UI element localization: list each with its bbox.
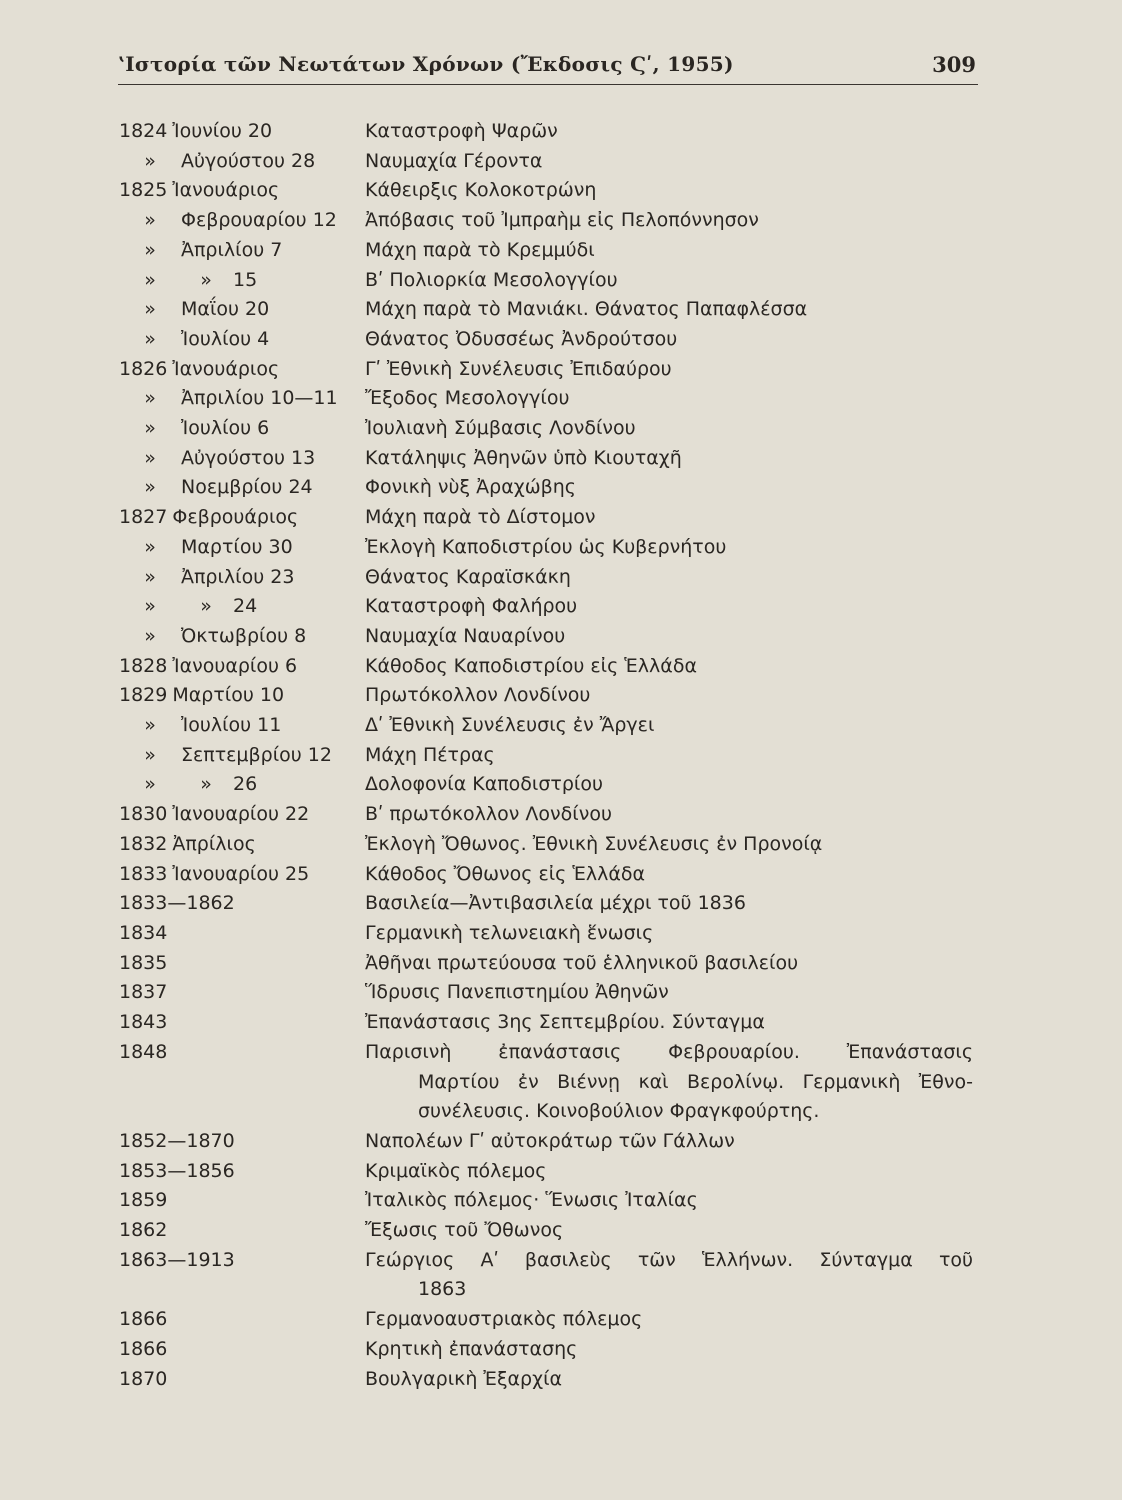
entry-day: Ἰανουάριος xyxy=(172,179,280,202)
entry-event-text: Γερμανικὴ τελωνειακὴ ἕνωσις xyxy=(365,921,654,944)
ditto-mark: » xyxy=(144,298,156,321)
entry-event-text: Βασιλεία—Ἀντιβασιλεία μέχρι τοῦ 1836 xyxy=(365,892,746,915)
chronology-entry xyxy=(119,473,981,503)
entry-date xyxy=(119,266,365,296)
entry-event-text: Βʹ πρωτόκολλον Λονδίνου xyxy=(365,803,612,826)
chronology-entry xyxy=(119,949,981,979)
chronology-entry xyxy=(119,355,981,385)
page-header xyxy=(118,52,978,86)
entry-year: 1852—1870 xyxy=(119,1129,235,1152)
entry-date xyxy=(119,355,365,385)
entry-event-text: Δʹ Ἐθνικὴ Συνέλευσις ἐν Ἄργει xyxy=(365,714,655,737)
entry-event xyxy=(365,889,981,919)
entry-event xyxy=(365,860,981,890)
entry-day: Ἰανουαρίου 22 xyxy=(172,803,310,826)
entry-year: 1824 xyxy=(119,120,168,142)
entry-event-text: Γερμανοαυστριακὸς πόλεμος xyxy=(365,1308,643,1331)
entry-event-text: Ἰουλιανὴ Σύμβασις Λονδίνου xyxy=(365,417,636,440)
entry-event-text: Κάθοδος Καποδιστρίου εἰς Ἑλλάδα xyxy=(365,654,697,677)
entry-date xyxy=(119,236,365,266)
ditto-mark: » xyxy=(144,417,156,440)
chronology-entry xyxy=(119,206,981,236)
chronology-entry xyxy=(119,1365,981,1395)
chronology-entry xyxy=(119,295,981,325)
entry-event xyxy=(365,1038,973,1127)
chronology-entry xyxy=(119,503,981,533)
entry-date xyxy=(119,1246,365,1305)
entry-day: Νοεμβρίου 24 xyxy=(181,476,313,499)
entry-year: 1859 xyxy=(119,1189,168,1212)
entry-year: 1825 xyxy=(119,179,168,202)
entry-event-text: Καταστροφὴ Φαλήρου xyxy=(365,595,578,618)
entry-date xyxy=(119,473,365,503)
chronology-entry xyxy=(119,384,981,414)
entry-year: 1835 xyxy=(119,951,168,974)
entry-date xyxy=(119,860,365,890)
entry-event xyxy=(365,622,981,652)
entry-event xyxy=(365,117,981,147)
entry-day: Ἀπρίλιος xyxy=(172,832,256,855)
entry-day: Ἰανουαρίου 25 xyxy=(172,862,310,885)
ditto-mark: » xyxy=(144,268,156,291)
entry-event-text: Φονικὴ νὺξ Ἀραχώβης xyxy=(365,476,576,499)
entry-date xyxy=(119,563,365,593)
ditto-mark: » xyxy=(144,743,156,766)
chronology-list xyxy=(119,117,981,1394)
entry-event xyxy=(365,1365,981,1395)
ditto-mark: » xyxy=(144,149,156,172)
ditto-mark: » xyxy=(144,714,156,737)
entry-event-text: Κριμαϊκὸς πόλεμος xyxy=(365,1159,547,1182)
entry-date xyxy=(119,533,365,563)
entry-event-text: Ἔξοδος Μεσολογγίου xyxy=(365,387,570,410)
entry-event xyxy=(365,236,981,266)
entry-year: 1837 xyxy=(119,981,168,1004)
entry-date xyxy=(119,978,365,1008)
entry-date xyxy=(119,1305,365,1335)
entry-year: 1828 xyxy=(119,654,168,677)
chronology-entry xyxy=(119,1008,981,1038)
chronology-entry xyxy=(119,978,981,1008)
entry-event-text: Ναπολέων Γʹ αὐτοκράτωρ τῶν Γάλλων xyxy=(365,1129,735,1152)
entry-event-text: Γεώργιος Αʹ βασιλεὺς τῶν Ἑλλήνων. Σύνταγμα τοῦ xyxy=(365,1248,973,1271)
chronology-entry xyxy=(119,563,981,593)
entry-day: Ὀκτωβρίου 8 xyxy=(181,624,307,647)
entry-date xyxy=(119,384,365,414)
entry-date xyxy=(119,741,365,771)
entry-date xyxy=(119,325,365,355)
entry-day: Ἰουλίου 6 xyxy=(181,417,270,440)
ditto-mark: » xyxy=(144,327,156,350)
chronology-entry xyxy=(119,1305,981,1335)
entry-year: 1863—1913 xyxy=(119,1248,235,1271)
entry-day: 24 xyxy=(233,595,258,618)
entry-date xyxy=(119,295,365,325)
ditto-mark: » xyxy=(144,773,156,796)
entry-event xyxy=(365,533,981,563)
entry-year: 1866 xyxy=(119,1308,168,1331)
entry-date xyxy=(119,176,365,206)
entry-event-text: Ἀθῆναι πρωτεύουσα τοῦ ἑλληνικοῦ βασιλείου xyxy=(365,951,799,974)
entry-date xyxy=(119,652,365,682)
entry-event xyxy=(365,266,981,296)
entry-day: Αὐγούστου 28 xyxy=(181,149,316,172)
chronology-entry xyxy=(119,1186,981,1216)
entry-day: Ἰανουαρίου 6 xyxy=(172,654,298,677)
entry-event-text: Δολοφονία Καποδιστρίου xyxy=(365,773,603,796)
entry-event-text: Ἔξωσις τοῦ Ὄθωνος xyxy=(365,1219,564,1242)
entry-day: Σεπτεμβρίου 12 xyxy=(181,743,332,766)
chronology-entry xyxy=(119,117,981,147)
entry-event-text: Μάχη Πέτρας xyxy=(365,743,495,766)
entry-event-continuation: 1863 xyxy=(418,1278,467,1301)
entry-day: Φεβρουαρίου 12 xyxy=(181,209,337,232)
entry-date xyxy=(119,711,365,741)
entry-event-text: Κρητικὴ ἐπανάστασης xyxy=(365,1337,578,1360)
entry-event xyxy=(365,681,981,711)
chronology-entry xyxy=(119,711,981,741)
entry-event-text: Κάθειρξις Κολοκοτρώνη xyxy=(365,179,597,202)
entry-date xyxy=(119,800,365,830)
entry-year: 1853—1856 xyxy=(119,1159,235,1182)
entry-event-text: Μάχη παρὰ τὸ Κρεμμύδι xyxy=(365,238,595,261)
entry-event-text: Ἰταλικὸς πόλεμος· Ἕνωσις Ἰταλίας xyxy=(365,1189,698,1212)
entry-event-text: Ἵδρυσις Πανεπιστημίου Ἀθηνῶν xyxy=(365,981,669,1004)
entry-day: Μαρτίου 30 xyxy=(181,535,293,558)
entry-year: 1862 xyxy=(119,1219,168,1242)
chronology-entry xyxy=(119,444,981,474)
entry-date xyxy=(119,1335,365,1365)
ditto-mark: » xyxy=(200,773,212,796)
chronology-entry xyxy=(119,830,981,860)
chronology-entry xyxy=(119,147,981,177)
entry-date xyxy=(119,1008,365,1038)
entry-event xyxy=(365,384,981,414)
ditto-mark: » xyxy=(144,387,156,410)
entry-date xyxy=(119,1216,365,1246)
entry-event xyxy=(365,978,981,1008)
entry-date xyxy=(119,622,365,652)
page-number: 309 xyxy=(932,52,976,77)
entry-date xyxy=(119,206,365,236)
entry-event-text: Ἀπόβασις τοῦ Ἰμπραὴμ εἰς Πελοπόννησον xyxy=(365,209,759,232)
entry-event xyxy=(365,711,981,741)
entry-event-text: Ἐκλογὴ Καποδιστρίου ὡς Κυβερνήτου xyxy=(365,535,727,558)
entry-event xyxy=(365,800,981,830)
entry-event-text: Ναυμαχία Ναυαρίνου xyxy=(365,624,566,647)
header-rule xyxy=(118,84,978,85)
chronology-entry xyxy=(119,176,981,206)
chronology-entry xyxy=(119,681,981,711)
entry-date xyxy=(119,1127,365,1157)
entry-day: Ἰουλίου 11 xyxy=(181,714,282,737)
ditto-mark: » xyxy=(144,565,156,588)
entry-day: Ἰουλίου 4 xyxy=(181,327,270,350)
entry-year: 1830 xyxy=(119,803,168,826)
entry-date xyxy=(119,770,365,800)
entry-date xyxy=(119,147,365,177)
entry-date xyxy=(119,117,365,147)
chronology-entry xyxy=(119,1038,981,1127)
entry-day: Ἰανουάριος xyxy=(172,357,280,380)
entry-day: Ἀπριλίου 7 xyxy=(181,238,283,261)
chronology-entry xyxy=(119,919,981,949)
chronology-entry xyxy=(119,414,981,444)
entry-event xyxy=(365,741,981,771)
entry-event-text: Ναυμαχία Γέροντα xyxy=(365,149,543,172)
entry-day: 26 xyxy=(233,773,258,796)
entry-year: 1827 xyxy=(119,506,168,529)
entry-date xyxy=(119,889,365,919)
entry-event xyxy=(365,1157,981,1187)
entry-event xyxy=(365,206,981,236)
entry-year: 1833—1862 xyxy=(119,892,235,915)
ditto-mark: » xyxy=(144,238,156,261)
entry-event-text: Ἐκλογὴ Ὄθωνος. Ἐθνικὴ Συνέλευσις ἐν Προνοίᾳ xyxy=(365,832,823,855)
ditto-mark: » xyxy=(144,476,156,499)
entry-event-text: Θάνατος Καραϊσκάκη xyxy=(365,565,571,588)
chronology-entry xyxy=(119,741,981,771)
ditto-mark: » xyxy=(144,624,156,647)
entry-year: 1833 xyxy=(119,862,168,885)
chronology-entry xyxy=(119,1157,981,1187)
entry-event-text: Θάνατος Ὀδυσσέως Ἀνδρούτσου xyxy=(365,327,678,350)
chronology-entry xyxy=(119,889,981,919)
entry-event-text: Μάχη παρὰ τὸ Μανιάκι. Θάνατος Παπαφλέσσα xyxy=(365,298,808,321)
entry-date xyxy=(119,681,365,711)
entry-event xyxy=(365,1246,973,1305)
entry-event xyxy=(365,176,981,206)
entry-event xyxy=(365,444,981,474)
entry-event-continuation: Μαρτίου ἐν Βιέννῃ καὶ Βερολίνῳ. Γερμανικὴ Ἐθνο- xyxy=(418,1070,973,1093)
entry-day: Μαρτίου 10 xyxy=(172,684,285,707)
entry-day: Φεβρουάριος xyxy=(172,506,299,529)
chronology-entry xyxy=(119,652,981,682)
entry-event xyxy=(365,770,981,800)
ditto-mark: » xyxy=(144,535,156,558)
entry-event xyxy=(365,295,981,325)
entry-event xyxy=(365,1127,981,1157)
entry-event xyxy=(365,652,981,682)
ditto-mark: » xyxy=(200,595,212,618)
entry-event-text: Γʹ Ἐθνικὴ Συνέλευσις Ἐπιδαύρου xyxy=(365,357,672,380)
entry-event xyxy=(365,1008,981,1038)
chronology-entry xyxy=(119,592,981,622)
chronology-entry xyxy=(119,1335,981,1365)
entry-event-text: Ἐπανάστασις 3ης Σεπτεμβρίου. Σύνταγμα xyxy=(365,1011,765,1034)
chronology-entry xyxy=(119,860,981,890)
entry-date xyxy=(119,830,365,860)
entry-event xyxy=(365,355,981,385)
ditto-mark: » xyxy=(200,268,212,291)
entry-day: Αὐγούστου 13 xyxy=(181,446,316,469)
chronology-entry xyxy=(119,1216,981,1246)
entry-day: Ἀπριλίου 23 xyxy=(181,565,295,588)
entry-year: 1866 xyxy=(119,1337,168,1360)
entry-day: Μαΐου 20 xyxy=(181,298,270,321)
entry-date xyxy=(119,1157,365,1187)
entry-event xyxy=(365,563,981,593)
entry-event xyxy=(365,592,981,622)
entry-date xyxy=(119,949,365,979)
entry-event xyxy=(365,949,981,979)
ditto-mark: » xyxy=(144,209,156,232)
chronology-entry xyxy=(119,325,981,355)
entry-event xyxy=(365,147,981,177)
entry-day: Ἀπριλίου 10—11 xyxy=(181,387,338,410)
entry-event xyxy=(365,473,981,503)
entry-event-text: Κάθοδος Ὄθωνος εἰς Ἑλλάδα xyxy=(365,862,646,885)
entry-date xyxy=(119,1186,365,1216)
entry-year: 1834 xyxy=(119,921,168,944)
entry-year: 1826 xyxy=(119,357,168,380)
entry-day: 15 xyxy=(233,268,258,291)
entry-event xyxy=(365,1186,981,1216)
entry-date xyxy=(119,503,365,533)
entry-event xyxy=(365,919,981,949)
entry-date xyxy=(119,919,365,949)
entry-event xyxy=(365,325,981,355)
entry-event-text: Βʹ Πολιορκία Μεσολογγίου xyxy=(365,268,618,291)
entry-date xyxy=(119,592,365,622)
entry-event-text: Μάχη παρὰ τὸ Δίστομον xyxy=(365,506,596,529)
chronology-entry xyxy=(119,1246,981,1305)
chronology-entry xyxy=(119,266,981,296)
chronology-entry xyxy=(119,622,981,652)
entry-event xyxy=(365,503,981,533)
entry-year: 1843 xyxy=(119,1011,168,1034)
chronology-entry xyxy=(119,533,981,563)
entry-date xyxy=(119,1038,365,1127)
entry-date xyxy=(119,1365,365,1395)
entry-event xyxy=(365,1216,981,1246)
entry-date xyxy=(119,444,365,474)
chronology-entry xyxy=(119,1127,981,1157)
entry-year: 1829 xyxy=(119,684,168,707)
ditto-mark: » xyxy=(144,446,156,469)
entry-event-text: Πρωτόκολλον Λονδίνου xyxy=(365,684,591,707)
entry-year: 1870 xyxy=(119,1367,168,1390)
ditto-mark: » xyxy=(144,595,156,618)
entry-event xyxy=(365,1305,981,1335)
entry-year: 1832 xyxy=(119,832,168,855)
entry-date xyxy=(119,414,365,444)
chronology-entry xyxy=(119,800,981,830)
entry-event-text: Βουλγαρικὴ Ἐξαρχία xyxy=(365,1367,563,1390)
entry-event xyxy=(365,414,981,444)
chronology-entry xyxy=(119,770,981,800)
entry-event-continuation: συνέλευσις. Κοινοβούλιον Φραγκφούρτης. xyxy=(418,1100,820,1123)
entry-event-text: Κατάληψις Ἀθηνῶν ὑπὸ Κιουταχῆ xyxy=(365,446,682,469)
entry-year: 1848 xyxy=(119,1040,168,1063)
entry-event-text: Παρισινὴ ἐπανάστασις Φεβρουαρίου. Ἐπανάστασις xyxy=(365,1040,973,1063)
running-title: ʽΙστορία τῶν Νεωτάτων Χρόνων (Ἔκδοσις Ϛʹ, 1955) xyxy=(118,52,734,76)
chronology-entry xyxy=(119,236,981,266)
entry-event-text: Καταστροφὴ Ψαρῶν xyxy=(365,120,558,142)
entry-event xyxy=(365,1335,981,1365)
entry-event xyxy=(365,830,981,860)
entry-day: Ἰουνίου 20 xyxy=(172,120,273,142)
